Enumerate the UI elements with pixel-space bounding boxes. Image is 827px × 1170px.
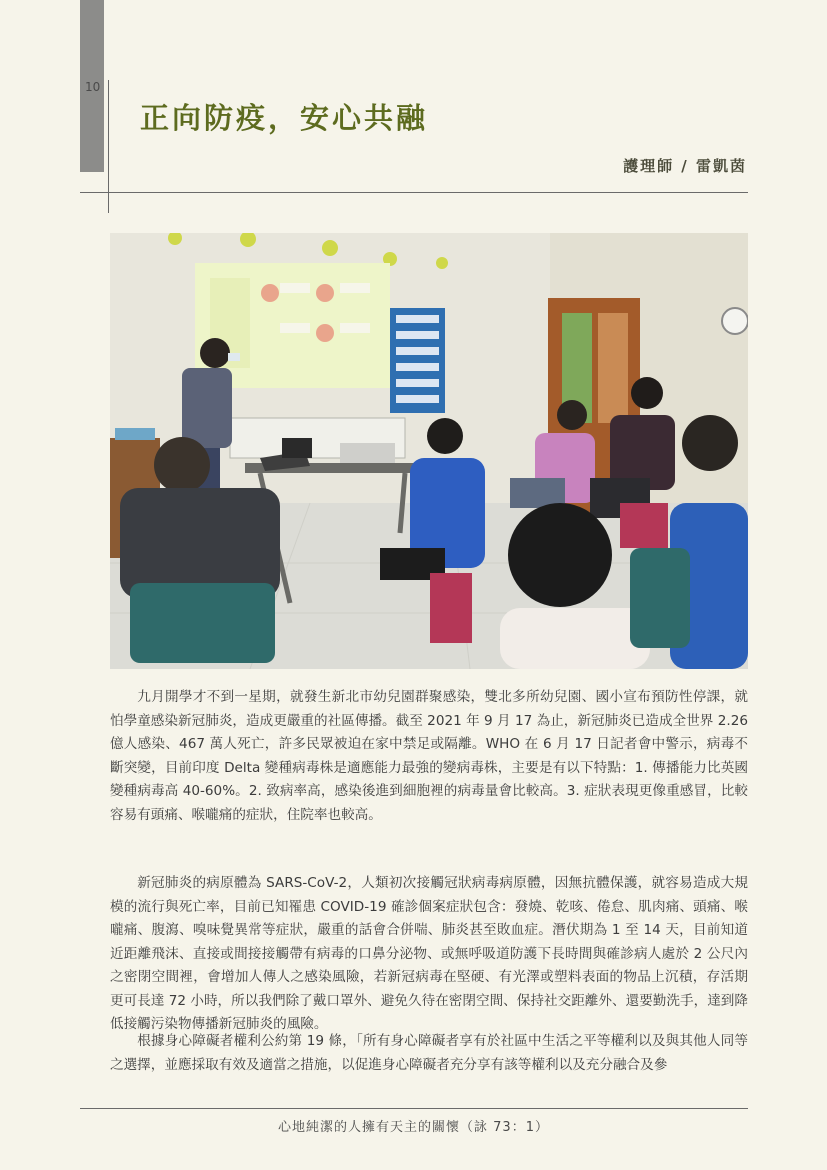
article-author: 護理師 / 雷凱茵 [623, 157, 747, 175]
body-paragraph: 根據身心障礙者權利公約第 19 條，「所有身心障礙者享有於社區中生活之平等權利以及與其他人同等之選擇，並應採取有效及適當之措施，以促進身心障礙者充分享有該等權利以及充分融合及參 [110, 1033, 748, 1073]
page-number: 10 [85, 80, 101, 94]
vertical-divider [108, 80, 109, 213]
footer-quote: 心地純潔的人擁有天主的關懷（詠 73：1） [278, 1120, 549, 1135]
body-paragraph: 九月開學才不到一星期，就發生新北市幼兒園群聚感染，雙北多所幼兒園、國小宣布預防性停課，就怕學童感染新冠肺炎，造成更嚴重的社區傳播。截至 2021 年 9 月 17 為止，新冠肺炎已造成全世界 2.26 億人感染、467 萬人死亡，許多民眾被迫在家中禁足或隔離。WHO 在 6 月 17 日記者會中警示，病毒不斷突變，目前印度 Delta 變種病毒株是適應能力最強的變病毒株，主要是有以下特點：1. 傳播能力比英國變種病毒高 40-60%。2. 致病率高，感染後進到細胞裡的病毒量會比較高。3. 症狀表現更像重感冒，比較容易有頭痛、喉嚨痛的症狀，住院率也較高。 [110, 689, 748, 823]
body-paragraph: 新冠肺炎的病原體為 SARS-CoV-2，人類初次接觸冠狀病毒病原體，因無抗體保護，就容易造成大規模的流行與死亡率，目前已知罹患 COVID-19 確診個案症狀包含：發燒、乾咳、倦怠、肌肉痛、頭痛、喉嚨痛、腹瀉、嗅味覺異常等症狀，嚴重的話會合併喘、肺炎甚至敗血症。潛伏期為 1 至 14 天，目前知道近距離飛沫、直接或間接接觸帶有病毒的口鼻分泌物、或無呼吸道防護下長時間與確診病人處於 2 公尺內之密閉空間裡，會增加人傳人之感染風險，若新冠病毒在堅硬、有光澤或塑料表面的物品上沉積，存活期更可長達 72 小時，所以我們除了戴口罩外、避免久待在密閉空間、保持社交距離外、還要勤洗手，達到降低接觸污染物傳播新冠肺炎的風險。 [110, 875, 748, 1032]
footer-divider [80, 1108, 748, 1109]
classroom-photo [110, 233, 748, 669]
article-title: 正向防疫，安心共融 [140, 101, 429, 135]
header-divider [80, 192, 748, 193]
